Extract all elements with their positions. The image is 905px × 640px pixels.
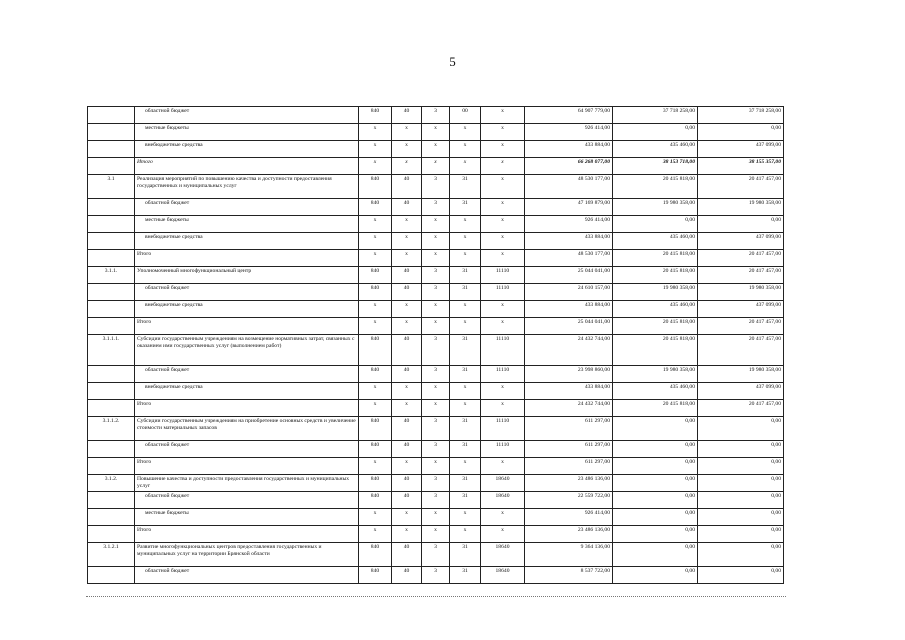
- row-name: внебюджетные средства: [135, 141, 359, 158]
- amount-year2: 19 980 358,00: [613, 199, 698, 216]
- row-name: Субсидии государственным учреждениям на приобретение основных средств и увеличение стоимости материальных запасов: [135, 417, 359, 441]
- code-subsection: х: [422, 141, 450, 158]
- amount-year1: 25 044 041,00: [525, 318, 613, 335]
- code-subsection: 3: [422, 543, 450, 567]
- amount-year2: 0,00: [613, 124, 698, 141]
- amount-year2: 20 415 818,00: [613, 318, 698, 335]
- code-subsection: 3: [422, 417, 450, 441]
- code-program: х: [450, 250, 481, 267]
- amount-year1: 48 530 177,00: [525, 250, 613, 267]
- code-section: 40: [392, 284, 422, 301]
- code-program: 31: [450, 417, 481, 441]
- code-section: 40: [392, 441, 422, 458]
- code-program: 31: [450, 543, 481, 567]
- code-program: х: [450, 216, 481, 233]
- amount-year2: 0,00: [613, 458, 698, 475]
- amount-year3: 20 417 457,00: [698, 267, 784, 284]
- code-program: х: [450, 458, 481, 475]
- row-name: Субсидии государственным учреждениям на возмещение нормативных затрат, связанных с оказанием ими государственных услуг (выполнением работ): [135, 335, 359, 366]
- code-target: х: [481, 250, 525, 267]
- amount-year2: 38 153 718,00: [613, 158, 698, 175]
- row-name: внебюджетные средства: [135, 301, 359, 318]
- budget-table: [87, 106, 784, 584]
- code-section: 40: [392, 492, 422, 509]
- code-admin: х: [359, 141, 392, 158]
- code-target: х: [481, 124, 525, 141]
- row-number: [88, 216, 135, 233]
- table-row: [88, 199, 784, 216]
- amount-year2: 20 415 818,00: [613, 335, 698, 366]
- row-name: Итого: [135, 158, 359, 175]
- amount-year2: 0,00: [613, 543, 698, 567]
- table-row: [88, 441, 784, 458]
- amount-year1: 25 044 041,00: [525, 267, 613, 284]
- amount-year1: 66 268 077,00: [525, 158, 613, 175]
- amount-year2: 20 415 818,00: [613, 250, 698, 267]
- amount-year1: 433 884,00: [525, 383, 613, 400]
- row-name: областной бюджет: [135, 492, 359, 509]
- row-name: Итого: [135, 458, 359, 475]
- code-target: х: [481, 158, 525, 175]
- code-section: 40: [392, 107, 422, 124]
- table-row: [88, 417, 784, 441]
- code-admin: 840: [359, 107, 392, 124]
- amount-year1: 926 414,00: [525, 509, 613, 526]
- code-section: х: [392, 458, 422, 475]
- amount-year3: 0,00: [698, 475, 784, 492]
- row-number: [88, 284, 135, 301]
- code-subsection: 3: [422, 335, 450, 366]
- code-admin: 840: [359, 543, 392, 567]
- amount-year2: 19 980 358,00: [613, 366, 698, 383]
- code-program: 31: [450, 284, 481, 301]
- row-name: областной бюджет: [135, 107, 359, 124]
- table-row: [88, 175, 784, 199]
- page-number: 5: [449, 54, 456, 69]
- amount-year3: 0,00: [698, 526, 784, 543]
- code-admin: 840: [359, 175, 392, 199]
- amount-year3: 38 155 357,00: [698, 158, 784, 175]
- code-program: 31: [450, 567, 481, 584]
- code-admin: х: [359, 233, 392, 250]
- amount-year1: 24 432 744,00: [525, 400, 613, 417]
- code-section: 40: [392, 475, 422, 492]
- row-name: Итого: [135, 318, 359, 335]
- row-name: внебюджетные средства: [135, 383, 359, 400]
- code-admin: х: [359, 383, 392, 400]
- amount-year2: 20 415 818,00: [613, 400, 698, 417]
- amount-year3: 20 417 457,00: [698, 335, 784, 366]
- row-name: Итого: [135, 526, 359, 543]
- table-row: [88, 233, 784, 250]
- row-number: [88, 250, 135, 267]
- table-row: [88, 158, 784, 175]
- amount-year3: 20 417 457,00: [698, 250, 784, 267]
- row-number: [88, 366, 135, 383]
- code-section: 40: [392, 199, 422, 216]
- code-program: х: [450, 124, 481, 141]
- row-number: [88, 441, 135, 458]
- code-program: 00: [450, 107, 481, 124]
- table-row: [88, 124, 784, 141]
- row-name: Развитие многофункциональных центров предоставления государственных и муниципальных услуг на территории Брянской области: [135, 543, 359, 567]
- code-subsection: х: [422, 509, 450, 526]
- code-section: х: [392, 233, 422, 250]
- row-number: [88, 124, 135, 141]
- amount-year2: 435 460,00: [613, 233, 698, 250]
- amount-year3: 19 980 358,00: [698, 366, 784, 383]
- code-section: х: [392, 400, 422, 417]
- amount-year1: 24 432 744,00: [525, 335, 613, 366]
- amount-year3: 0,00: [698, 216, 784, 233]
- amount-year1: 433 884,00: [525, 301, 613, 318]
- table-row: [88, 284, 784, 301]
- amount-year2: 20 415 818,00: [613, 175, 698, 199]
- amount-year2: 0,00: [613, 417, 698, 441]
- code-target: х: [481, 199, 525, 216]
- amount-year3: 20 417 457,00: [698, 175, 784, 199]
- row-number: [88, 458, 135, 475]
- code-admin: х: [359, 124, 392, 141]
- code-section: х: [392, 318, 422, 335]
- code-subsection: х: [422, 216, 450, 233]
- code-admin: х: [359, 318, 392, 335]
- code-subsection: 3: [422, 199, 450, 216]
- code-program: 31: [450, 335, 481, 366]
- amount-year1: 433 884,00: [525, 141, 613, 158]
- row-number: [88, 509, 135, 526]
- table-row: [88, 492, 784, 509]
- amount-year3: 0,00: [698, 509, 784, 526]
- table-row: [88, 458, 784, 475]
- row-name: областной бюджет: [135, 567, 359, 584]
- row-name: областной бюджет: [135, 441, 359, 458]
- code-target: х: [481, 107, 525, 124]
- row-number: [88, 492, 135, 509]
- row-name: Итого: [135, 400, 359, 417]
- code-admin: 840: [359, 284, 392, 301]
- code-section: 40: [392, 366, 422, 383]
- code-target: 18640: [481, 543, 525, 567]
- code-program: х: [450, 318, 481, 335]
- row-name: Итого: [135, 250, 359, 267]
- code-subsection: 3: [422, 107, 450, 124]
- amount-year3: 437 099,00: [698, 141, 784, 158]
- code-section: 40: [392, 543, 422, 567]
- code-program: х: [450, 509, 481, 526]
- code-target: 11110: [481, 366, 525, 383]
- row-number: 3.1.1.: [88, 267, 135, 284]
- row-number: [88, 301, 135, 318]
- amount-year1: 23 486 136,00: [525, 475, 613, 492]
- row-number: [88, 141, 135, 158]
- row-number: [88, 400, 135, 417]
- code-target: х: [481, 175, 525, 199]
- code-program: х: [450, 301, 481, 318]
- code-target: 11110: [481, 441, 525, 458]
- amount-year2: 20 415 818,00: [613, 267, 698, 284]
- code-target: 18640: [481, 475, 525, 492]
- code-target: 11110: [481, 417, 525, 441]
- row-name: Повышение качества и доступности предоставления государственных и муниципальных услуг: [135, 475, 359, 492]
- amount-year1: 48 530 177,00: [525, 175, 613, 199]
- row-number: 3.1.1.2.: [88, 417, 135, 441]
- code-admin: х: [359, 158, 392, 175]
- code-subsection: х: [422, 458, 450, 475]
- amount-year2: 0,00: [613, 492, 698, 509]
- code-target: 11110: [481, 284, 525, 301]
- row-number: [88, 318, 135, 335]
- amount-year1: 433 884,00: [525, 233, 613, 250]
- amount-year3: 0,00: [698, 458, 784, 475]
- code-target: х: [481, 400, 525, 417]
- code-program: 31: [450, 492, 481, 509]
- amount-year1: 611 297,00: [525, 417, 613, 441]
- amount-year3: 20 417 457,00: [698, 318, 784, 335]
- table-row: [88, 141, 784, 158]
- code-admin: 840: [359, 475, 392, 492]
- code-section: х: [392, 509, 422, 526]
- code-admin: х: [359, 400, 392, 417]
- code-admin: х: [359, 216, 392, 233]
- table-row: [88, 526, 784, 543]
- code-subsection: х: [422, 301, 450, 318]
- code-program: х: [450, 141, 481, 158]
- row-number: 3.1.2.: [88, 475, 135, 492]
- amount-year2: 19 980 358,00: [613, 284, 698, 301]
- code-subsection: 3: [422, 366, 450, 383]
- code-section: х: [392, 158, 422, 175]
- amount-year1: 926 414,00: [525, 124, 613, 141]
- amount-year1: 8 537 722,00: [525, 567, 613, 584]
- code-admin: х: [359, 250, 392, 267]
- code-program: х: [450, 233, 481, 250]
- amount-year3: 19 980 358,00: [698, 284, 784, 301]
- code-admin: 840: [359, 335, 392, 366]
- table-row: [88, 301, 784, 318]
- code-subsection: 3: [422, 284, 450, 301]
- row-number: [88, 107, 135, 124]
- amount-year3: 20 417 457,00: [698, 400, 784, 417]
- amount-year3: 37 718 258,00: [698, 107, 784, 124]
- code-admin: х: [359, 526, 392, 543]
- row-number: [88, 526, 135, 543]
- code-program: х: [450, 158, 481, 175]
- amount-year3: 0,00: [698, 417, 784, 441]
- amount-year2: 0,00: [613, 441, 698, 458]
- table-body: [88, 107, 784, 584]
- code-program: х: [450, 526, 481, 543]
- code-program: 31: [450, 199, 481, 216]
- amount-year1: 611 297,00: [525, 441, 613, 458]
- amount-year2: 0,00: [613, 509, 698, 526]
- code-subsection: 3: [422, 441, 450, 458]
- amount-year1: 926 414,00: [525, 216, 613, 233]
- code-section: 40: [392, 567, 422, 584]
- row-name: областной бюджет: [135, 199, 359, 216]
- table-row: [88, 267, 784, 284]
- amount-year3: 437 099,00: [698, 301, 784, 318]
- row-number: 3.1.1.1.: [88, 335, 135, 366]
- code-section: х: [392, 383, 422, 400]
- amount-year2: 0,00: [613, 526, 698, 543]
- code-section: х: [392, 526, 422, 543]
- row-number: 3.1: [88, 175, 135, 199]
- amount-year1: 23 998 860,00: [525, 366, 613, 383]
- code-target: х: [481, 526, 525, 543]
- amount-year3: 19 980 358,00: [698, 199, 784, 216]
- code-target: х: [481, 458, 525, 475]
- table-row: [88, 216, 784, 233]
- code-target: 18640: [481, 492, 525, 509]
- amount-year2: 435 460,00: [613, 141, 698, 158]
- code-admin: 840: [359, 492, 392, 509]
- amount-year3: 0,00: [698, 492, 784, 509]
- amount-year1: 47 169 879,00: [525, 199, 613, 216]
- code-section: 40: [392, 335, 422, 366]
- amount-year3: 0,00: [698, 441, 784, 458]
- amount-year2: 435 460,00: [613, 383, 698, 400]
- code-subsection: 3: [422, 492, 450, 509]
- code-admin: 840: [359, 441, 392, 458]
- code-subsection: х: [422, 250, 450, 267]
- code-target: х: [481, 383, 525, 400]
- table-row: [88, 318, 784, 335]
- code-subsection: 3: [422, 267, 450, 284]
- amount-year1: 24 610 157,00: [525, 284, 613, 301]
- code-admin: 840: [359, 267, 392, 284]
- code-program: 31: [450, 441, 481, 458]
- code-section: 40: [392, 417, 422, 441]
- code-target: х: [481, 216, 525, 233]
- code-subsection: х: [422, 383, 450, 400]
- row-number: [88, 158, 135, 175]
- amount-year1: 9 364 136,00: [525, 543, 613, 567]
- amount-year2: 0,00: [613, 475, 698, 492]
- amount-year1: 23 486 136,00: [525, 526, 613, 543]
- row-number: [88, 233, 135, 250]
- code-subsection: 3: [422, 567, 450, 584]
- code-admin: х: [359, 509, 392, 526]
- table-row: [88, 475, 784, 492]
- code-program: 31: [450, 475, 481, 492]
- table-row: [88, 509, 784, 526]
- table-row: [88, 366, 784, 383]
- row-name: местные бюджеты: [135, 124, 359, 141]
- code-section: 40: [392, 267, 422, 284]
- table-row: [88, 335, 784, 366]
- table-row: [88, 543, 784, 567]
- code-admin: 840: [359, 417, 392, 441]
- code-section: х: [392, 301, 422, 318]
- code-section: х: [392, 141, 422, 158]
- code-target: х: [481, 509, 525, 526]
- code-target: х: [481, 233, 525, 250]
- table-row: [88, 567, 784, 584]
- code-target: 11110: [481, 267, 525, 284]
- code-admin: х: [359, 458, 392, 475]
- code-target: 18640: [481, 567, 525, 584]
- row-name: Уполномоченный многофункциональный центр: [135, 267, 359, 284]
- code-program: 31: [450, 267, 481, 284]
- code-section: х: [392, 124, 422, 141]
- code-admin: х: [359, 301, 392, 318]
- bottom-dotted-edge: [86, 596, 786, 597]
- code-program: х: [450, 400, 481, 417]
- amount-year2: 0,00: [613, 567, 698, 584]
- row-name: областной бюджет: [135, 284, 359, 301]
- code-section: х: [392, 250, 422, 267]
- code-section: х: [392, 216, 422, 233]
- table-row: [88, 383, 784, 400]
- code-subsection: 3: [422, 475, 450, 492]
- row-name: Реализация мероприятий по повышению качества и доступности предоставления государственных и муниципальных услуг: [135, 175, 359, 199]
- amount-year3: 437 099,00: [698, 233, 784, 250]
- amount-year2: 37 718 258,00: [613, 107, 698, 124]
- code-admin: 840: [359, 567, 392, 584]
- row-number: [88, 199, 135, 216]
- code-admin: 840: [359, 199, 392, 216]
- code-target: х: [481, 318, 525, 335]
- amount-year3: 437 099,00: [698, 383, 784, 400]
- code-program: 31: [450, 175, 481, 199]
- amount-year3: 0,00: [698, 543, 784, 567]
- row-name: местные бюджеты: [135, 216, 359, 233]
- amount-year1: 22 559 722,00: [525, 492, 613, 509]
- table-row: [88, 250, 784, 267]
- code-program: х: [450, 383, 481, 400]
- row-number: 3.1.2.1: [88, 543, 135, 567]
- code-target: х: [481, 141, 525, 158]
- row-number: [88, 383, 135, 400]
- code-subsection: х: [422, 400, 450, 417]
- code-subsection: х: [422, 233, 450, 250]
- code-subsection: х: [422, 318, 450, 335]
- amount-year2: 435 460,00: [613, 301, 698, 318]
- code-subsection: х: [422, 158, 450, 175]
- code-section: 40: [392, 175, 422, 199]
- amount-year1: 64 907 779,00: [525, 107, 613, 124]
- code-target: х: [481, 301, 525, 318]
- code-admin: 840: [359, 366, 392, 383]
- row-name: областной бюджет: [135, 366, 359, 383]
- row-name: местные бюджеты: [135, 509, 359, 526]
- code-subsection: х: [422, 526, 450, 543]
- amount-year3: 0,00: [698, 124, 784, 141]
- code-program: 31: [450, 366, 481, 383]
- amount-year3: 0,00: [698, 567, 784, 584]
- table-row: [88, 107, 784, 124]
- table-row: [88, 400, 784, 417]
- code-target: 11110: [481, 335, 525, 366]
- row-name: внебюджетные средства: [135, 233, 359, 250]
- amount-year2: 0,00: [613, 216, 698, 233]
- amount-year1: 611 297,00: [525, 458, 613, 475]
- code-subsection: х: [422, 124, 450, 141]
- row-number: [88, 567, 135, 584]
- code-subsection: 3: [422, 175, 450, 199]
